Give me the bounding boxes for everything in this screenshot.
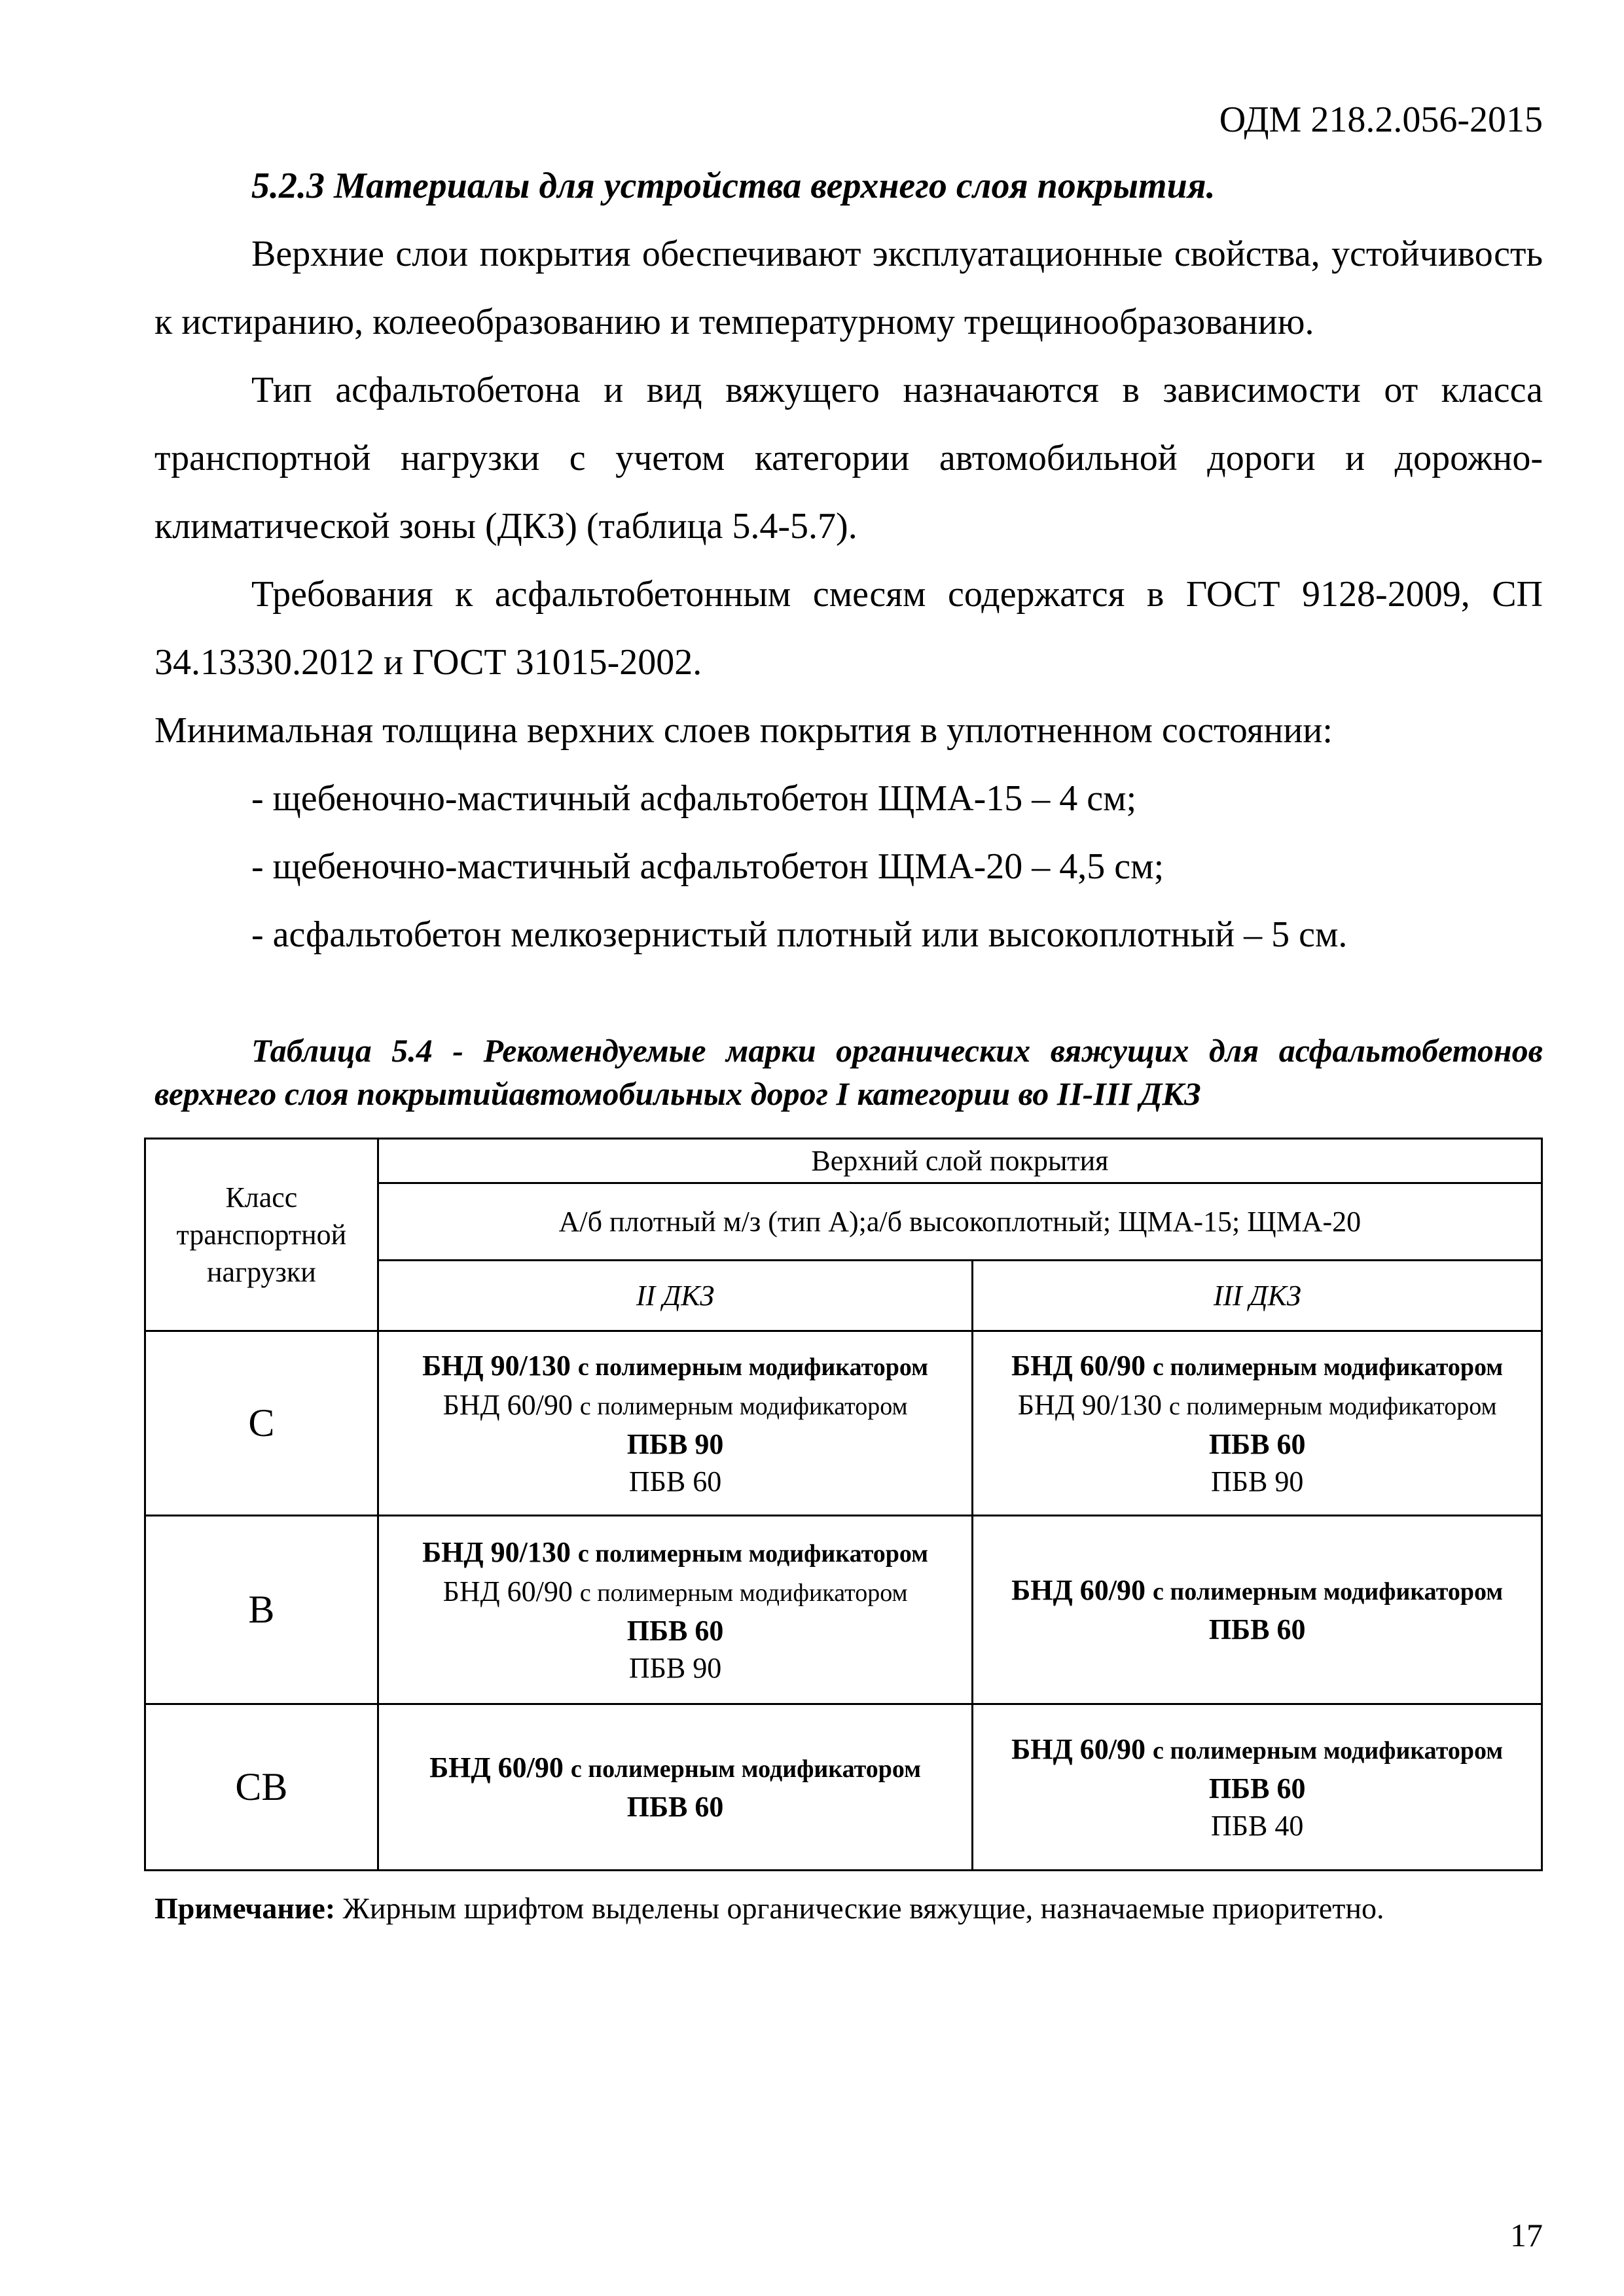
modifier-text: с полимерным модификатором <box>1152 1736 1504 1765</box>
binder-grade: БНД 60/90 <box>442 1575 573 1607</box>
table-note <box>154 1889 1384 1928</box>
binder-grade: ПБВ 60 <box>1208 1427 1306 1460</box>
header-layer-label: Верхний слой покрытия <box>811 1145 1109 1177</box>
table-row <box>145 1516 1542 1704</box>
binder-grade: ПБВ 60 <box>626 1614 724 1647</box>
binder-grade: БНД 60/90 <box>1011 1732 1146 1765</box>
binder-grade: БНД 60/90 <box>442 1388 573 1421</box>
binder-grade: ПБВ 60 <box>628 1465 722 1498</box>
zone-2-binder-cell <box>378 1704 973 1871</box>
traffic-class-value: СВ <box>235 1765 288 1808</box>
zone-3-binder-cell <box>973 1704 1542 1871</box>
traffic-class-cell <box>145 1704 378 1871</box>
list-item: - асфальтобетон мелкозернистый плотный или высокоплотный – 5 см. <box>251 914 1348 955</box>
binder-grade: БНД 90/130 <box>1017 1388 1162 1421</box>
table-caption: Таблица 5.4 - Рекомендуемые марки органических вяжущих для асфальтобетонов верхнего слоя покрытийавтомобильных дорог I категории во II-III ДКЗ <box>154 1032 1543 1112</box>
modifier-text: с полимерным модификатором <box>570 1755 922 1783</box>
traffic-class-value: С <box>248 1401 275 1444</box>
header-cell-zone-2 <box>378 1261 973 1331</box>
modifier-text: с полимерным модификатором <box>1152 1353 1504 1381</box>
list-item: - щебеночно-мастичный асфальтобетон ЩМА-20 – 4,5 см; <box>251 846 1164 887</box>
binder-grade: ПБВ 60 <box>1208 1772 1306 1804</box>
document-code: ОДМ 218.2.056-2015 <box>1219 99 1543 140</box>
list-item: - щебеночно-мастичный асфальтобетон ЩМА-15 – 4 см; <box>251 778 1137 819</box>
modifier-text: с полимерным модификатором <box>577 1539 929 1568</box>
document-body <box>154 152 1543 969</box>
header-traffic-class-label: Класс транспортной нагрузки <box>176 1181 347 1288</box>
table-header-row <box>145 1139 1542 1183</box>
zone-2-binder-cell <box>378 1331 973 1516</box>
header-cell-traffic-class <box>145 1139 378 1331</box>
section-title: 5.2.3 Материалы для устройства верхнего слоя покрытия. <box>251 166 1216 206</box>
zone-3-binder-cell <box>973 1516 1542 1704</box>
paragraph: Тип асфальтобетона и вид вяжущего назначаются в зависимости от класса транспортной нагрузки с учетом категории автомобильной дороги и дорожно-климатической зоны (ДКЗ) (таблица 5.4-5.7). <box>154 370 1543 547</box>
header-mix-label: А/б плотный м/з (тип А);а/б высокоплотный; ЩМА-15; ЩМА-20 <box>558 1206 1362 1238</box>
binder-grade: ПБВ 90 <box>1210 1465 1304 1498</box>
table-row <box>145 1331 1542 1516</box>
modifier-text: с полимерным модификатором <box>1152 1578 1504 1605</box>
zone-3-label: III ДКЗ <box>1213 1280 1301 1312</box>
note-text: Жирным шрифтом выделены органические вяжущие, назначаемые приоритетно. <box>342 1892 1384 1925</box>
binder-grade: БНД 90/130 <box>422 1535 571 1568</box>
min-thickness-intro: Минимальная толщина верхних слоев покрытия в уплотненном состоянии: <box>154 710 1333 751</box>
paragraph: Верхние слои покрытия обеспечивают эксплуатационные свойства, устойчивость к истиранию, колееобразованию и температурному трещинообразованию. <box>154 234 1543 342</box>
binder-grade: ПБВ 60 <box>626 1791 724 1823</box>
modifier-text: с полимерным модификатором <box>1169 1392 1497 1420</box>
binder-grade: ПБВ 90 <box>628 1651 722 1684</box>
binder-grade: БНД 60/90 <box>429 1751 564 1784</box>
header-cell-layer <box>378 1139 1542 1183</box>
zone-3-binder-cell <box>973 1331 1542 1516</box>
note-label: Примечание: <box>154 1892 336 1925</box>
traffic-class-cell <box>145 1331 378 1516</box>
modifier-text: с полимерным модификатором <box>577 1353 929 1381</box>
binder-grade: ПБВ 40 <box>1210 1809 1304 1842</box>
binder-grade: ПБВ 90 <box>626 1427 724 1460</box>
paragraph: Требования к асфальтобетонным смесям содержатся в ГОСТ 9128-2009, СП 34.13330.2012 и ГОСТ 31015-2002. <box>154 574 1543 683</box>
table-row <box>145 1704 1542 1871</box>
binder-table <box>144 1138 1543 1871</box>
binder-grade: БНД 60/90 <box>1011 1574 1146 1606</box>
binder-grade: БНД 90/130 <box>422 1349 571 1382</box>
header-cell-zone-3 <box>973 1261 1542 1331</box>
binder-grade: ПБВ 60 <box>1208 1613 1306 1645</box>
modifier-text: с полимерным модификатором <box>579 1392 908 1420</box>
zone-2-binder-cell <box>378 1516 973 1704</box>
header-cell-mix <box>378 1183 1542 1261</box>
traffic-class-cell <box>145 1516 378 1704</box>
zone-2-label: II ДКЗ <box>636 1280 715 1312</box>
page-number: 17 <box>1510 2217 1543 2253</box>
binder-grade: БНД 60/90 <box>1011 1349 1146 1382</box>
traffic-class-value: В <box>248 1588 275 1631</box>
modifier-text: с полимерным модификатором <box>579 1579 908 1607</box>
